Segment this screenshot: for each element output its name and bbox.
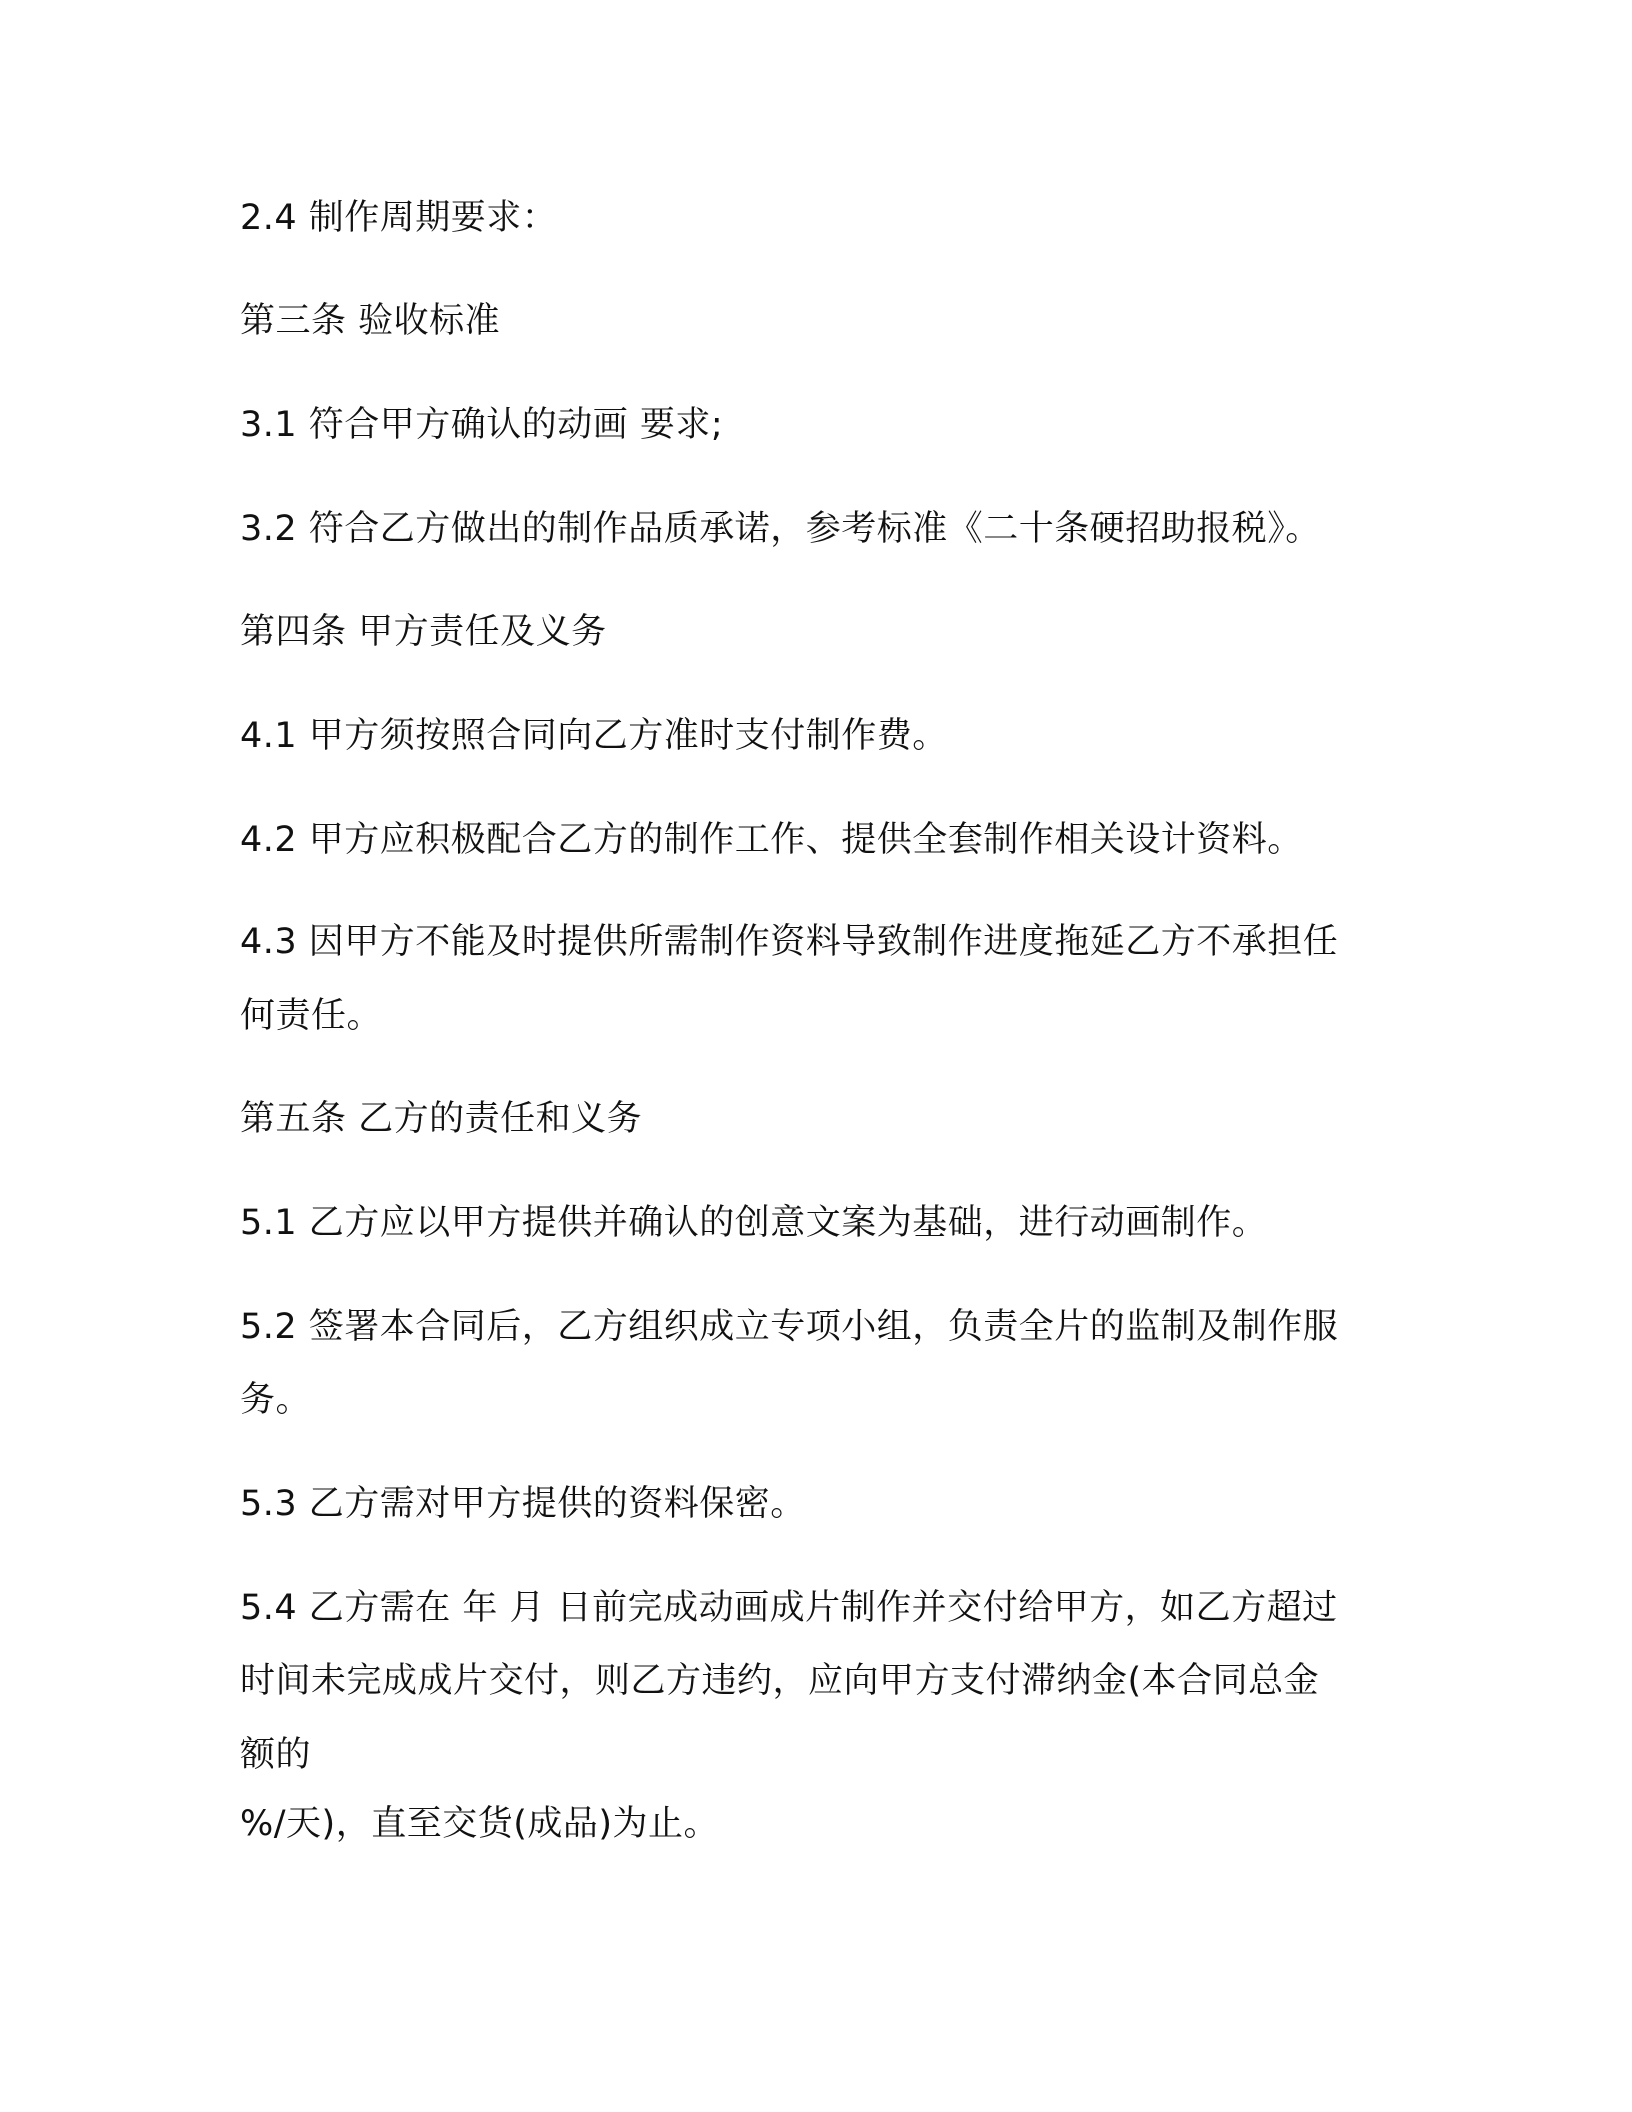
clause-4-2: 4.2 甲方应积极配合乙方的制作工作、提供全套制作相关设计资料。 xyxy=(240,820,1303,860)
clause-5-3: 5.3 乙方需对甲方提供的资料保密。 xyxy=(240,1484,806,1524)
clause-2-4: 2.4 制作周期要求： xyxy=(240,198,558,238)
clause-3-2: 3.2 符合乙方做出的制作品质承诺，参考标准《二十条硬招助报税》。 xyxy=(240,509,1321,549)
clause-5-4-line-3: 额的 xyxy=(240,1735,312,1775)
clause-5-2-line-1: 5.2 签署本合同后，乙方组织成立专项小组，负责全片的监制及制作服 xyxy=(240,1307,1339,1347)
clause-5-4-line-2: 时间未完成成片交付，则乙方违约，应向甲方支付滞纳金(本合同总金 xyxy=(240,1661,1320,1701)
clause-5-4-line-1: 5.4 乙方需在 年 月 日前完成动画成片制作并交付给甲方，如乙方超过 xyxy=(240,1588,1338,1628)
section-4-heading: 第四条 甲方责任及义务 xyxy=(240,612,607,652)
clause-3-1: 3.1 符合甲方确认的动画 要求; xyxy=(240,405,724,445)
clause-5-4-line-4: %/天)，直至交货(成品)为止。 xyxy=(240,1804,720,1844)
section-3-heading: 第三条 验收标准 xyxy=(240,301,501,341)
clause-4-3-line-2: 何责任。 xyxy=(240,996,383,1036)
section-5-heading: 第五条 乙方的责任和义务 xyxy=(240,1099,643,1139)
clause-5-2-line-2: 务。 xyxy=(240,1380,312,1420)
clause-5-1: 5.1 乙方应以甲方提供并确认的创意文案为基础，进行动画制作。 xyxy=(240,1203,1268,1243)
clause-4-3-line-1: 4.3 因甲方不能及时提供所需制作资料导致制作进度拖延乙方不承担任 xyxy=(240,922,1339,962)
clause-4-1: 4.1 甲方须按照合同向乙方准时支付制作费。 xyxy=(240,716,948,756)
